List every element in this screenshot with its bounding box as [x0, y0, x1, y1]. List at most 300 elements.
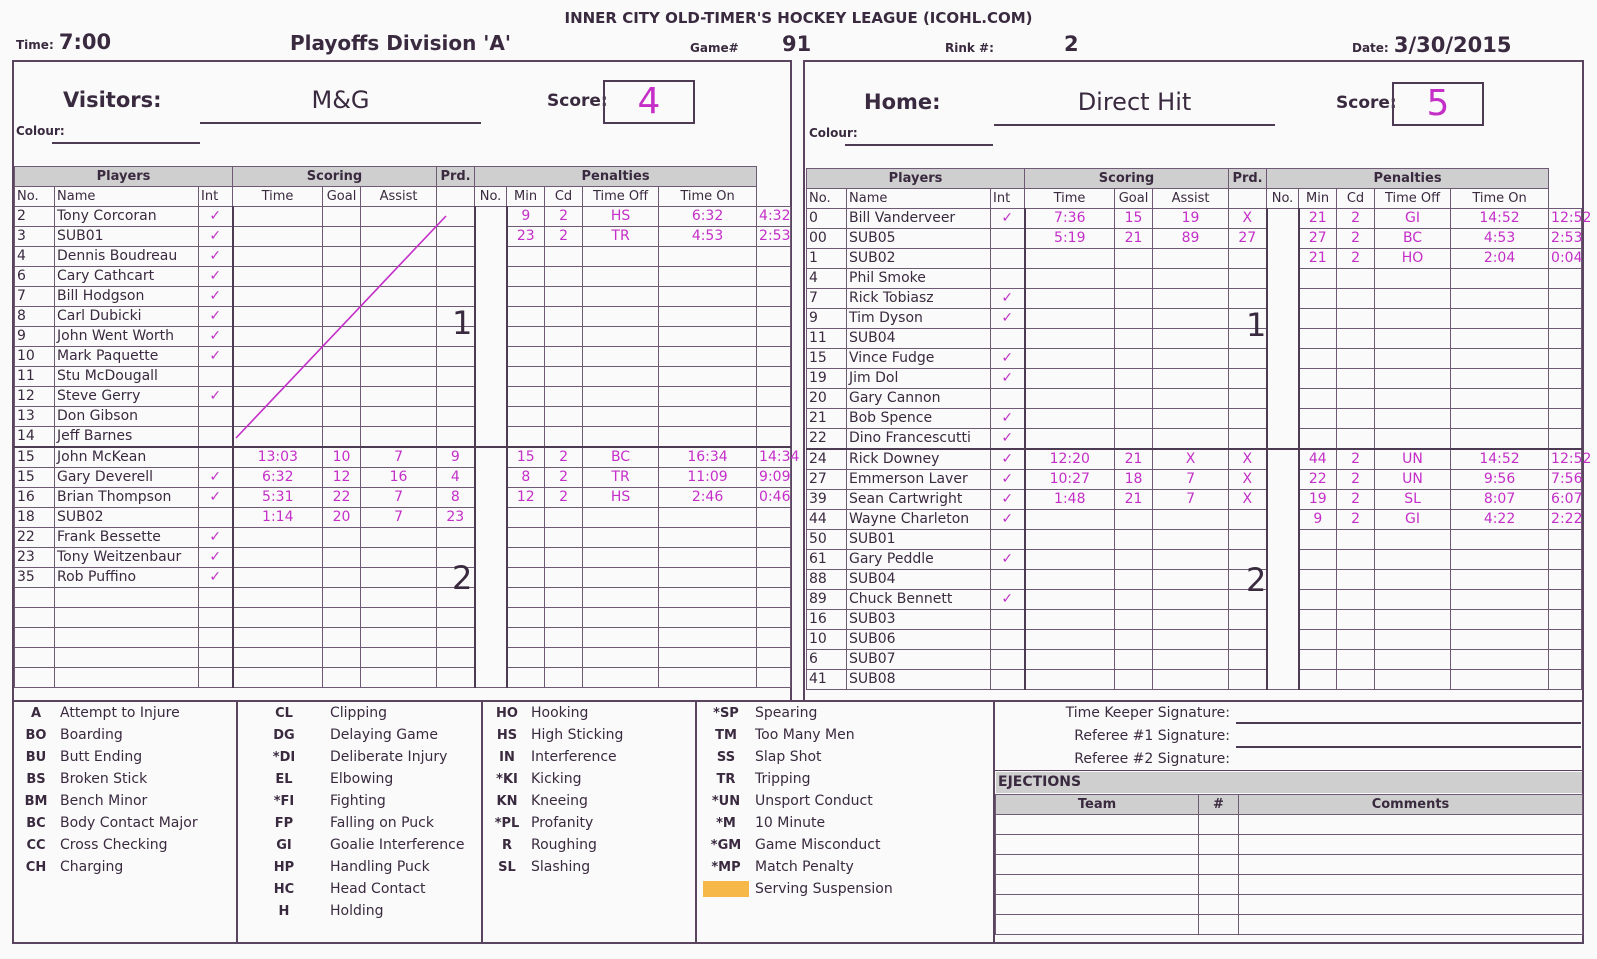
penalty-code[interactable]: HS [583, 488, 659, 508]
penalty-time-off[interactable] [1451, 329, 1549, 349]
penalty-time-on[interactable]: 2:53 [757, 227, 791, 247]
penalty-minutes[interactable] [545, 427, 583, 448]
assist-1[interactable] [1153, 510, 1229, 530]
penalty-player[interactable] [1299, 570, 1337, 590]
assist-1[interactable]: X [1153, 449, 1229, 470]
goal-time[interactable] [233, 548, 323, 568]
player-name[interactable]: SUB02 [847, 249, 991, 269]
penalty-time-off[interactable] [1451, 309, 1549, 329]
assist-1[interactable]: 7 [1153, 470, 1229, 490]
player-int-check[interactable]: ✓ [991, 209, 1025, 229]
penalty-time-off[interactable] [1451, 590, 1549, 610]
assist-2[interactable] [1229, 429, 1267, 450]
penalty-player[interactable]: 15 [507, 447, 545, 468]
penalty-player[interactable] [507, 287, 545, 307]
penalty-time-off[interactable]: 8:07 [1451, 490, 1549, 510]
penalty-time-on[interactable]: 14:34 [757, 447, 791, 468]
penalty-minutes[interactable]: 2 [1337, 449, 1375, 470]
goal-scorer[interactable]: 22 [323, 488, 361, 508]
player-int-check[interactable]: ✓ [199, 468, 233, 488]
player-int-check[interactable]: ✓ [991, 309, 1025, 329]
player-name[interactable]: Tim Dyson [847, 309, 991, 329]
player-name[interactable]: Carl Dubicki [55, 307, 199, 327]
player-number[interactable] [15, 668, 55, 688]
penalty-minutes[interactable] [1337, 369, 1375, 389]
player-int-check[interactable]: ✓ [991, 449, 1025, 470]
assist-2[interactable] [1229, 630, 1267, 650]
player-number[interactable]: 3 [15, 227, 55, 247]
penalty-code[interactable] [583, 588, 659, 608]
penalty-code[interactable]: BC [583, 447, 659, 468]
penalty-time-off[interactable]: 4:53 [659, 227, 757, 247]
penalty-code[interactable]: GI [1375, 510, 1451, 530]
penalty-time-on[interactable] [757, 628, 791, 648]
assist-1[interactable]: 7 [361, 488, 437, 508]
penalty-minutes[interactable]: 2 [1337, 209, 1375, 229]
assist-2[interactable] [1229, 530, 1267, 550]
penalty-code[interactable]: UN [1375, 449, 1451, 470]
penalty-code[interactable] [1375, 670, 1451, 690]
penalty-code[interactable] [583, 668, 659, 688]
goal-scorer[interactable] [1115, 530, 1153, 550]
player-int-check[interactable]: ✓ [991, 550, 1025, 570]
player-name[interactable]: SUB03 [847, 610, 991, 630]
goal-time[interactable] [1025, 309, 1115, 329]
penalty-time-off[interactable] [659, 608, 757, 628]
player-number[interactable]: 6 [807, 650, 847, 670]
player-number[interactable]: 61 [807, 550, 847, 570]
referee1-sig-line[interactable] [1236, 738, 1581, 748]
player-name[interactable]: John McKean [55, 447, 199, 468]
assist-1[interactable] [1153, 530, 1229, 550]
penalty-code[interactable] [1375, 590, 1451, 610]
assist-1[interactable] [361, 568, 437, 588]
player-number[interactable]: 2 [15, 207, 55, 227]
player-int-check[interactable]: ✓ [991, 289, 1025, 309]
player-name[interactable]: Gary Peddle [847, 550, 991, 570]
goal-time[interactable] [1025, 630, 1115, 650]
penalty-player[interactable] [507, 648, 545, 668]
penalty-time-off[interactable] [659, 387, 757, 407]
penalty-minutes[interactable] [1337, 530, 1375, 550]
assist-2[interactable] [1229, 409, 1267, 429]
goal-time[interactable] [233, 648, 323, 668]
goal-scorer[interactable]: 21 [1115, 449, 1153, 470]
goal-time[interactable] [233, 568, 323, 588]
penalty-time-on[interactable]: 2:53 [1549, 229, 1582, 249]
player-number[interactable]: 88 [807, 570, 847, 590]
player-number[interactable]: 16 [15, 488, 55, 508]
player-int-check[interactable] [199, 407, 233, 427]
goal-scorer[interactable]: 15 [1115, 209, 1153, 229]
player-number[interactable]: 9 [15, 327, 55, 347]
player-number[interactable]: 7 [15, 287, 55, 307]
penalty-minutes[interactable] [545, 367, 583, 387]
assist-1[interactable] [1153, 309, 1229, 329]
assist-1[interactable] [361, 628, 437, 648]
player-number[interactable]: 44 [807, 510, 847, 530]
goal-time[interactable]: 13:03 [233, 447, 323, 468]
goal-time[interactable] [1025, 570, 1115, 590]
goal-scorer[interactable] [1115, 349, 1153, 369]
penalty-player[interactable]: 21 [1299, 249, 1337, 269]
assist-1[interactable] [1153, 369, 1229, 389]
assist-2[interactable]: 8 [437, 488, 475, 508]
penalty-minutes[interactable]: 2 [1337, 229, 1375, 249]
penalty-minutes[interactable] [1337, 429, 1375, 450]
goal-scorer[interactable] [1115, 269, 1153, 289]
penalty-player[interactable]: 27 [1299, 229, 1337, 249]
player-number[interactable]: 22 [807, 429, 847, 450]
assist-1[interactable] [361, 548, 437, 568]
assist-2[interactable]: 27 [1229, 229, 1267, 249]
penalty-time-off[interactable]: 6:32 [659, 207, 757, 227]
player-int-check[interactable] [991, 650, 1025, 670]
penalty-player[interactable] [1299, 349, 1337, 369]
player-name[interactable]: Cary Cathcart [55, 267, 199, 287]
player-name[interactable]: SUB02 [55, 508, 199, 528]
player-number[interactable]: 23 [15, 548, 55, 568]
penalty-time-on[interactable] [757, 247, 791, 267]
penalty-time-on[interactable] [757, 427, 791, 448]
player-number[interactable]: 7 [807, 289, 847, 309]
penalty-code[interactable]: UN [1375, 470, 1451, 490]
player-number[interactable]: 16 [807, 610, 847, 630]
player-int-check[interactable] [991, 610, 1025, 630]
assist-2[interactable] [1229, 349, 1267, 369]
penalty-time-on[interactable] [757, 307, 791, 327]
player-int-check[interactable]: ✓ [991, 369, 1025, 389]
penalty-code[interactable] [583, 387, 659, 407]
penalty-code[interactable]: TR [583, 468, 659, 488]
penalty-minutes[interactable] [545, 528, 583, 548]
assist-1[interactable] [1153, 610, 1229, 630]
goal-scorer[interactable] [1115, 570, 1153, 590]
player-int-check[interactable]: ✓ [991, 590, 1025, 610]
assist-1[interactable] [361, 668, 437, 688]
player-number[interactable]: 15 [807, 349, 847, 369]
penalty-minutes[interactable] [545, 548, 583, 568]
penalty-time-off[interactable] [1451, 670, 1549, 690]
assist-2[interactable]: X [1229, 470, 1267, 490]
penalty-time-on[interactable] [757, 287, 791, 307]
player-int-check[interactable] [199, 628, 233, 648]
penalty-time-off[interactable] [1451, 570, 1549, 590]
player-number[interactable]: 14 [15, 427, 55, 448]
assist-2[interactable]: 9 [437, 447, 475, 468]
player-int-check[interactable] [199, 668, 233, 688]
goal-scorer[interactable] [1115, 369, 1153, 389]
penalty-time-off[interactable]: 11:09 [659, 468, 757, 488]
player-int-check[interactable]: ✓ [199, 267, 233, 287]
assist-2[interactable] [437, 528, 475, 548]
penalty-minutes[interactable] [1337, 389, 1375, 409]
player-name[interactable]: Jeff Barnes [55, 427, 199, 448]
penalty-code[interactable]: BC [1375, 229, 1451, 249]
penalty-code[interactable] [1375, 309, 1451, 329]
assist-2[interactable]: X [1229, 449, 1267, 470]
assist-1[interactable] [1153, 670, 1229, 690]
assist-2[interactable] [437, 608, 475, 628]
goal-time[interactable]: 12:20 [1025, 449, 1115, 470]
penalty-time-off[interactable] [1451, 630, 1549, 650]
player-name[interactable]: Gary Cannon [847, 389, 991, 409]
penalty-time-off[interactable] [1451, 409, 1549, 429]
assist-1[interactable] [1153, 409, 1229, 429]
player-name[interactable]: Bill Vanderveer [847, 209, 991, 229]
penalty-code[interactable] [583, 267, 659, 287]
player-int-check[interactable] [991, 570, 1025, 590]
penalty-time-on[interactable] [1549, 670, 1582, 690]
penalty-minutes[interactable] [545, 648, 583, 668]
penalty-player[interactable] [1299, 269, 1337, 289]
goal-time[interactable] [1025, 530, 1115, 550]
goal-scorer[interactable] [323, 568, 361, 588]
assist-2[interactable] [437, 628, 475, 648]
goal-time[interactable] [1025, 670, 1115, 690]
penalty-time-on[interactable] [757, 267, 791, 287]
penalty-time-on[interactable] [757, 327, 791, 347]
penalty-player[interactable] [1299, 409, 1337, 429]
penalty-time-on[interactable] [1549, 389, 1582, 409]
ejection-row[interactable] [996, 915, 1583, 935]
goal-time[interactable] [1025, 389, 1115, 409]
goal-scorer[interactable] [1115, 510, 1153, 530]
goal-time[interactable] [1025, 590, 1115, 610]
goal-scorer[interactable] [1115, 249, 1153, 269]
player-int-check[interactable]: ✓ [199, 307, 233, 327]
goal-time[interactable] [1025, 349, 1115, 369]
player-name[interactable] [55, 608, 199, 628]
penalty-code[interactable]: GI [1375, 209, 1451, 229]
player-int-check[interactable]: ✓ [199, 207, 233, 227]
penalty-time-off[interactable] [1451, 530, 1549, 550]
assist-1[interactable] [1153, 429, 1229, 450]
penalty-time-on[interactable] [1549, 550, 1582, 570]
assist-1[interactable] [361, 608, 437, 628]
penalty-time-off[interactable]: 2:46 [659, 488, 757, 508]
player-name[interactable]: Don Gibson [55, 407, 199, 427]
goal-time[interactable]: 1:14 [233, 508, 323, 528]
penalty-minutes[interactable] [1337, 650, 1375, 670]
penalty-time-off[interactable]: 14:52 [1451, 209, 1549, 229]
penalty-time-on[interactable] [1549, 530, 1582, 550]
penalty-time-on[interactable] [1549, 570, 1582, 590]
player-int-check[interactable] [199, 367, 233, 387]
penalty-time-off[interactable] [659, 648, 757, 668]
goal-time[interactable] [1025, 550, 1115, 570]
assist-1[interactable] [1153, 550, 1229, 570]
penalty-player[interactable]: 8 [507, 468, 545, 488]
player-int-check[interactable]: ✓ [991, 409, 1025, 429]
penalty-time-on[interactable] [757, 508, 791, 528]
penalty-code[interactable] [583, 528, 659, 548]
ejection-row[interactable] [996, 835, 1583, 855]
goal-time[interactable] [1025, 510, 1115, 530]
penalty-time-off[interactable] [659, 427, 757, 448]
player-number[interactable]: 22 [15, 528, 55, 548]
penalty-player[interactable] [507, 427, 545, 448]
goal-scorer[interactable] [1115, 329, 1153, 349]
goal-scorer[interactable] [1115, 289, 1153, 309]
penalty-minutes[interactable] [545, 327, 583, 347]
player-int-check[interactable]: ✓ [199, 568, 233, 588]
goal-time[interactable]: 5:19 [1025, 229, 1115, 249]
penalty-time-on[interactable] [1549, 650, 1582, 670]
player-number[interactable]: 24 [807, 449, 847, 470]
penalty-time-off[interactable] [1451, 650, 1549, 670]
penalty-minutes[interactable] [1337, 329, 1375, 349]
penalty-code[interactable] [1375, 650, 1451, 670]
penalty-time-on[interactable] [757, 588, 791, 608]
player-name[interactable]: Bill Hodgson [55, 287, 199, 307]
penalty-code[interactable]: SL [1375, 490, 1451, 510]
player-name[interactable]: SUB01 [55, 227, 199, 247]
penalty-player[interactable]: 9 [507, 207, 545, 227]
penalty-time-off[interactable] [659, 628, 757, 648]
goal-time[interactable] [233, 588, 323, 608]
player-number[interactable]: 11 [15, 367, 55, 387]
penalty-time-on[interactable] [757, 347, 791, 367]
player-int-check[interactable] [199, 608, 233, 628]
player-int-check[interactable]: ✓ [199, 528, 233, 548]
assist-1[interactable] [361, 588, 437, 608]
player-name[interactable]: Stu McDougall [55, 367, 199, 387]
penalty-code[interactable] [1375, 269, 1451, 289]
goal-time[interactable]: 6:32 [233, 468, 323, 488]
player-number[interactable]: 20 [807, 389, 847, 409]
player-name[interactable]: SUB04 [847, 329, 991, 349]
player-number[interactable]: 41 [807, 670, 847, 690]
player-number[interactable]: 6 [15, 267, 55, 287]
ejection-row[interactable] [996, 875, 1583, 895]
player-name[interactable]: Dino Francescutti [847, 429, 991, 450]
penalty-time-on[interactable] [1549, 630, 1582, 650]
penalty-time-off[interactable] [659, 347, 757, 367]
penalty-time-off[interactable] [659, 307, 757, 327]
penalty-time-off[interactable] [1451, 289, 1549, 309]
player-int-check[interactable]: ✓ [199, 327, 233, 347]
player-name[interactable] [55, 648, 199, 668]
penalty-minutes[interactable]: 2 [545, 447, 583, 468]
penalty-time-on[interactable] [757, 608, 791, 628]
penalty-code[interactable] [1375, 550, 1451, 570]
assist-1[interactable] [1153, 329, 1229, 349]
player-int-check[interactable] [199, 427, 233, 448]
penalty-time-on[interactable] [757, 387, 791, 407]
goal-scorer[interactable]: 18 [1115, 470, 1153, 490]
player-number[interactable]: 15 [15, 447, 55, 468]
penalty-time-on[interactable]: 9:09 [757, 468, 791, 488]
goal-scorer[interactable]: 20 [323, 508, 361, 528]
goal-scorer[interactable] [1115, 550, 1153, 570]
goal-time[interactable] [233, 668, 323, 688]
penalty-code[interactable] [583, 347, 659, 367]
player-int-check[interactable]: ✓ [199, 387, 233, 407]
player-int-check[interactable]: ✓ [199, 247, 233, 267]
penalty-time-off[interactable] [659, 287, 757, 307]
penalty-minutes[interactable] [545, 387, 583, 407]
penalty-time-on[interactable] [1549, 309, 1582, 329]
player-int-check[interactable]: ✓ [991, 490, 1025, 510]
penalty-player[interactable] [1299, 309, 1337, 329]
penalty-time-off[interactable] [659, 247, 757, 267]
penalty-time-off[interactable]: 9:56 [1451, 470, 1549, 490]
player-name[interactable]: Wayne Charleton [847, 510, 991, 530]
penalty-time-off[interactable] [659, 367, 757, 387]
player-name[interactable]: Emmerson Laver [847, 470, 991, 490]
penalty-player[interactable] [1299, 650, 1337, 670]
penalty-time-off[interactable]: 4:53 [1451, 229, 1549, 249]
player-number[interactable] [15, 648, 55, 668]
player-int-check[interactable]: ✓ [991, 429, 1025, 450]
player-number[interactable]: 1 [807, 249, 847, 269]
penalty-time-on[interactable] [757, 407, 791, 427]
penalty-time-off[interactable] [659, 568, 757, 588]
player-number[interactable]: 4 [15, 247, 55, 267]
player-name[interactable]: Tony Corcoran [55, 207, 199, 227]
player-number[interactable] [15, 608, 55, 628]
assist-2[interactable] [1229, 389, 1267, 409]
player-number[interactable]: 11 [807, 329, 847, 349]
player-number[interactable]: 39 [807, 490, 847, 510]
penalty-player[interactable] [1299, 369, 1337, 389]
goal-time[interactable] [233, 608, 323, 628]
penalty-player[interactable] [507, 247, 545, 267]
assist-2[interactable] [1229, 269, 1267, 289]
penalty-code[interactable] [583, 628, 659, 648]
player-name[interactable]: SUB05 [847, 229, 991, 249]
penalty-code[interactable] [1375, 530, 1451, 550]
player-int-check[interactable]: ✓ [991, 470, 1025, 490]
assist-1[interactable] [361, 528, 437, 548]
penalty-minutes[interactable] [545, 267, 583, 287]
assist-2[interactable] [1229, 249, 1267, 269]
player-name[interactable]: SUB07 [847, 650, 991, 670]
penalty-time-on[interactable] [1549, 269, 1582, 289]
player-int-check[interactable] [991, 530, 1025, 550]
goal-time[interactable]: 10:27 [1025, 470, 1115, 490]
goal-time[interactable] [1025, 429, 1115, 450]
player-name[interactable]: SUB04 [847, 570, 991, 590]
penalty-minutes[interactable] [1337, 610, 1375, 630]
assist-2[interactable] [1229, 670, 1267, 690]
penalty-minutes[interactable] [545, 347, 583, 367]
goal-scorer[interactable] [323, 648, 361, 668]
goal-time[interactable] [1025, 329, 1115, 349]
player-number[interactable]: 13 [15, 407, 55, 427]
penalty-minutes[interactable] [1337, 590, 1375, 610]
penalty-minutes[interactable]: 2 [545, 207, 583, 227]
player-int-check[interactable] [991, 229, 1025, 249]
goal-scorer[interactable]: 21 [1115, 229, 1153, 249]
player-name[interactable]: Brian Thompson [55, 488, 199, 508]
goal-scorer[interactable] [323, 608, 361, 628]
penalty-time-off[interactable] [659, 267, 757, 287]
player-int-check[interactable]: ✓ [991, 510, 1025, 530]
player-number[interactable]: 19 [807, 369, 847, 389]
penalty-player[interactable] [507, 347, 545, 367]
penalty-time-off[interactable]: 2:04 [1451, 249, 1549, 269]
player-name[interactable]: SUB06 [847, 630, 991, 650]
penalty-time-on[interactable] [757, 528, 791, 548]
penalty-player[interactable] [507, 508, 545, 528]
assist-1[interactable] [1153, 389, 1229, 409]
assist-1[interactable] [1153, 570, 1229, 590]
goal-time[interactable] [1025, 269, 1115, 289]
penalty-minutes[interactable]: 2 [545, 488, 583, 508]
penalty-code[interactable]: HO [1375, 249, 1451, 269]
